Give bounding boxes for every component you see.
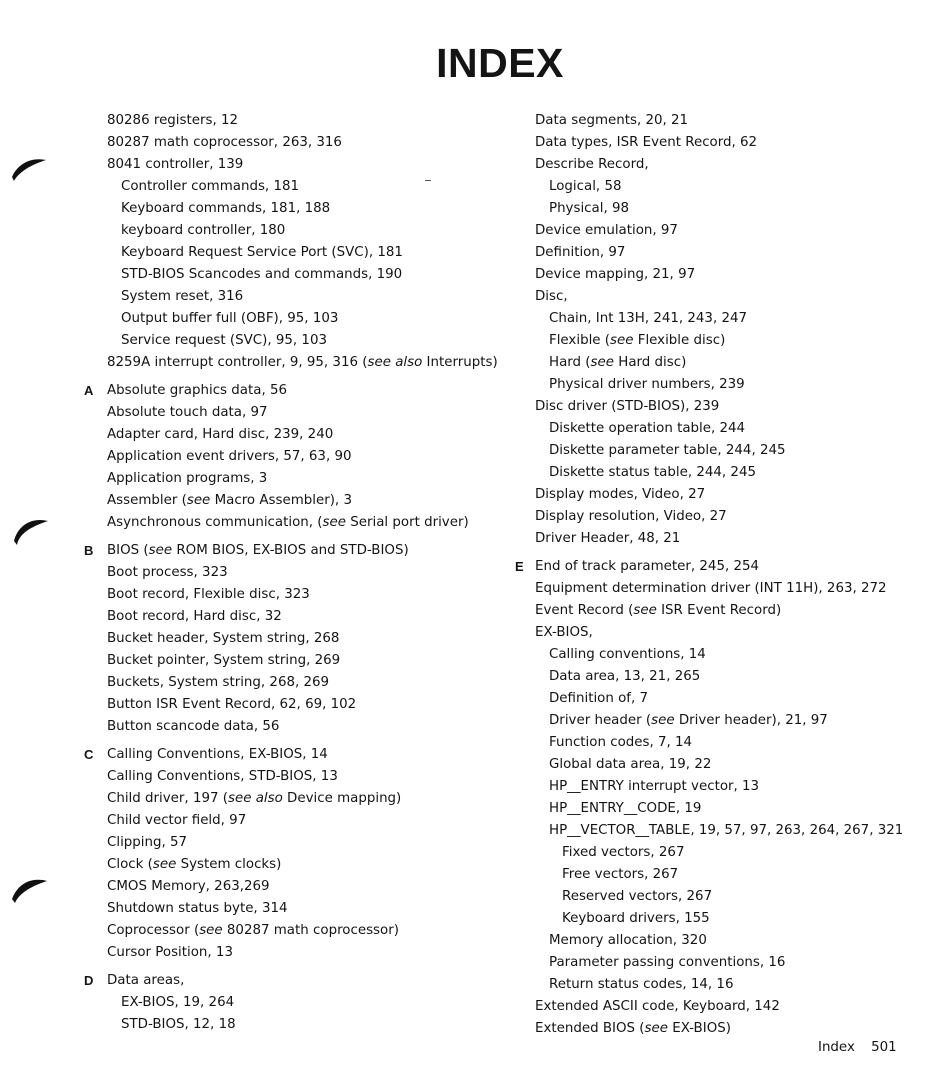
index-entry <box>84 540 507 562</box>
index-entry <box>535 864 940 886</box>
entry-text: Clipping, 57 <box>107 835 188 850</box>
entry-text: End of track parameter, 245, 254 <box>535 559 760 574</box>
entry-cross-reference: see <box>590 355 614 370</box>
index-entry <box>107 402 507 424</box>
entry-text-tail: Hard disc) <box>614 355 687 370</box>
entry-text: HP__ENTRY interrupt vector, 13 <box>549 779 760 794</box>
index-entry <box>535 462 940 484</box>
entry-text: Data areas, <box>107 973 185 988</box>
index-entry <box>107 242 507 264</box>
index-entry <box>515 556 940 578</box>
binder-hole-mark-2 <box>12 515 52 547</box>
index-entry <box>107 992 507 1014</box>
index-entry <box>535 952 940 974</box>
index-entry <box>535 798 940 820</box>
index-entry <box>107 176 507 198</box>
entry-text: Absolute graphics data, 56 <box>107 383 288 398</box>
entry-text: Coprocessor ( <box>107 923 200 938</box>
entry-text: HP__VECTOR__TABLE, 19, 57, 97, 263, 264, 267, 321 <box>549 823 904 838</box>
entry-text: Definition of, 7 <box>549 691 649 706</box>
index-column-left <box>84 110 507 1036</box>
page-title: INDEX <box>436 40 564 86</box>
index-entry <box>107 920 507 942</box>
entry-text: HP__ENTRY__CODE, 19 <box>549 801 702 816</box>
index-entry <box>107 898 507 920</box>
index-entry <box>107 672 507 694</box>
section-letter: E <box>515 559 524 574</box>
entry-text: Application event drivers, 57, 63, 90 <box>107 449 352 464</box>
binder-hole-mark-3 <box>10 875 50 905</box>
entry-text: Display modes, Video, 27 <box>535 487 706 502</box>
page-footer <box>818 1040 897 1055</box>
stray-mark <box>425 180 431 181</box>
index-entry <box>535 974 940 996</box>
entry-text-tail: Serial port driver) <box>345 515 469 530</box>
index-entry <box>535 396 940 418</box>
entry-text: Output buffer full (OBF), 95, 103 <box>121 311 339 326</box>
entry-text-tail: Flexible disc) <box>633 333 726 348</box>
entry-text: Calling Conventions, STD-BIOS, 13 <box>107 769 338 784</box>
index-entry <box>535 352 940 374</box>
binder-hole-mark-1 <box>10 155 50 183</box>
entry-text: Definition, 97 <box>535 245 626 260</box>
entry-text: Driver Header, 48, 21 <box>535 531 681 546</box>
entry-text: Display resolution, Video, 27 <box>535 509 727 524</box>
entry-text: Device emulation, 97 <box>535 223 678 238</box>
entry-text: Boot process, 323 <box>107 565 228 580</box>
entry-text-tail: 80287 math coprocessor) <box>222 923 399 938</box>
entry-text: Event Record ( <box>535 603 634 618</box>
entry-text: Child vector field, 97 <box>107 813 247 828</box>
entry-cross-reference: see <box>199 923 223 938</box>
index-entry <box>535 110 940 132</box>
entry-text: Buckets, System string, 268, 269 <box>107 675 330 690</box>
index-entry <box>535 286 940 308</box>
entry-text: Disc driver (STD-BIOS), 239 <box>535 399 720 414</box>
index-entry <box>107 810 507 832</box>
entry-cross-reference: see <box>651 713 675 728</box>
index-entry <box>535 908 940 930</box>
entry-cross-reference: see <box>186 493 211 508</box>
index-entry <box>107 490 507 512</box>
index-entry <box>535 242 940 264</box>
index-entry <box>535 666 940 688</box>
index-entry <box>107 154 507 176</box>
entry-text: Cursor Position, 13 <box>107 945 233 960</box>
entry-text: Extended ASCII code, Keyboard, 142 <box>535 999 780 1014</box>
entry-text: Diskette status table, 244, 245 <box>549 465 756 480</box>
index-entry <box>535 930 940 952</box>
index-entry <box>107 132 507 154</box>
index-entry <box>535 198 940 220</box>
index-entry <box>107 424 507 446</box>
entry-text: Free vectors, 267 <box>562 867 679 882</box>
entry-cross-reference: see <box>633 603 657 618</box>
index-entry <box>535 842 940 864</box>
index-entry <box>107 854 507 876</box>
entry-text: Chain, Int 13H, 241, 243, 247 <box>549 311 748 326</box>
section-letter: B <box>84 543 94 558</box>
entry-text-tail: System clocks) <box>176 857 282 872</box>
index-entry <box>107 286 507 308</box>
index-entry <box>107 942 507 964</box>
index-entry <box>535 176 940 198</box>
index-entry <box>535 418 940 440</box>
entry-text: Physical, 98 <box>549 201 630 216</box>
page-number: 501 <box>871 1040 897 1055</box>
index-entry <box>535 688 940 710</box>
index-entry <box>535 710 940 732</box>
entry-cross-reference: see <box>610 333 634 348</box>
entry-text: Application programs, 3 <box>107 471 268 486</box>
entry-text: CMOS Memory, 263,269 <box>107 879 270 894</box>
entry-text: Button scancode data, 56 <box>107 719 280 734</box>
entry-text: Equipment determination driver (INT 11H), 263, 272 <box>535 581 887 596</box>
entry-text: 8259A interrupt controller, 9, 95, 316 ( <box>107 355 368 370</box>
entry-text: 8041 controller, 139 <box>107 157 244 172</box>
index-entry <box>107 650 507 672</box>
index-entry <box>107 264 507 286</box>
entry-text: 80286 registers, 12 <box>107 113 239 128</box>
entry-text: Driver header ( <box>549 713 652 728</box>
index-entry <box>535 776 940 798</box>
entry-text: Physical driver numbers, 239 <box>549 377 745 392</box>
entry-text: Parameter passing conventions, 16 <box>549 955 786 970</box>
index-entry <box>107 308 507 330</box>
entry-text: Assembler ( <box>107 493 187 508</box>
entry-text: STD-BIOS Scancodes and commands, 190 <box>121 267 403 282</box>
entry-text: Diskette operation table, 244 <box>549 421 746 436</box>
section-letter: C <box>84 747 94 762</box>
entry-text: Button ISR Event Record, 62, 69, 102 <box>107 697 357 712</box>
index-entry <box>107 110 507 132</box>
entry-text: Calling Conventions, EX-BIOS, 14 <box>107 747 328 762</box>
entry-text: Fixed vectors, 267 <box>562 845 685 860</box>
index-entry <box>535 1018 940 1040</box>
entry-text: Calling conventions, 14 <box>549 647 706 662</box>
entry-text: EX-BIOS, <box>535 625 593 640</box>
index-entry <box>107 628 507 650</box>
entry-text: Service request (SVC), 95, 103 <box>121 333 327 348</box>
index-entry <box>535 440 940 462</box>
index-entry <box>535 622 940 644</box>
index-entry <box>84 970 507 992</box>
entry-text: keyboard controller, 180 <box>121 223 286 238</box>
index-entry <box>107 468 507 490</box>
entry-text: Memory allocation, 320 <box>549 933 707 948</box>
entry-text: Boot record, Hard disc, 32 <box>107 609 282 624</box>
entry-text: Bucket pointer, System string, 269 <box>107 653 341 668</box>
entry-text: Controller commands, 181 <box>121 179 300 194</box>
entry-cross-reference: see <box>644 1021 668 1036</box>
index-entry <box>107 716 507 738</box>
entry-text: Boot record, Flexible disc, 323 <box>107 587 310 602</box>
entry-text: Diskette parameter table, 244, 245 <box>549 443 786 458</box>
entry-text: System reset, 316 <box>121 289 244 304</box>
entry-text: Global data area, 19, 22 <box>549 757 712 772</box>
entry-text: Describe Record, <box>535 157 649 172</box>
index-entry <box>535 220 940 242</box>
entry-text: Reserved vectors, 267 <box>562 889 713 904</box>
entry-text-tail: EX-BIOS) <box>667 1021 731 1036</box>
index-entry <box>107 606 507 628</box>
footer-label: Index <box>818 1040 855 1055</box>
index-entry <box>107 876 507 898</box>
index-entry <box>535 374 940 396</box>
entry-text-tail: ROM BIOS, EX-BIOS and STD-BIOS) <box>172 543 409 558</box>
index-entry <box>535 330 940 352</box>
index-entry <box>535 484 940 506</box>
entry-text: 80287 math coprocessor, 263, 316 <box>107 135 342 150</box>
entry-text: Device mapping, 21, 97 <box>535 267 696 282</box>
index-entry <box>84 380 507 402</box>
index-entry <box>107 330 507 352</box>
entry-text-tail: Interrupts) <box>422 355 498 370</box>
entry-text: Data segments, 20, 21 <box>535 113 689 128</box>
entry-text: Absolute touch data, 97 <box>107 405 268 420</box>
entry-text: Keyboard commands, 181, 188 <box>121 201 331 216</box>
entry-text: Hard ( <box>549 355 591 370</box>
index-entry <box>107 352 507 374</box>
entry-text: Data types, ISR Event Record, 62 <box>535 135 758 150</box>
index-entry <box>107 694 507 716</box>
index-entry <box>107 446 507 468</box>
index-entry <box>84 744 507 766</box>
entry-text: Function codes, 7, 14 <box>549 735 693 750</box>
entry-text: Extended BIOS ( <box>535 1021 645 1036</box>
entry-text: Bucket header, System string, 268 <box>107 631 340 646</box>
entry-text: STD-BIOS, 12, 18 <box>121 1017 236 1032</box>
index-entry <box>535 820 940 842</box>
entry-text-tail: Driver header), 21, 97 <box>674 713 828 728</box>
index-entry <box>535 754 940 776</box>
index-entry <box>535 600 940 622</box>
index-column-right <box>515 110 940 1040</box>
entry-text: EX-BIOS, 19, 264 <box>121 995 235 1010</box>
entry-cross-reference: see also <box>227 791 283 806</box>
index-entry <box>107 198 507 220</box>
entry-text: Keyboard Request Service Port (SVC), 181 <box>121 245 403 260</box>
entry-text: Asynchronous communication, ( <box>107 515 323 530</box>
index-entry <box>535 154 940 176</box>
entry-text: Return status codes, 14, 16 <box>549 977 734 992</box>
index-entry <box>107 766 507 788</box>
entry-text: Shutdown status byte, 314 <box>107 901 288 916</box>
entry-text: Data area, 13, 21, 265 <box>549 669 701 684</box>
index-entry <box>107 832 507 854</box>
section-letter: A <box>84 383 94 398</box>
section-letter: D <box>84 973 94 988</box>
entry-text: Logical, 58 <box>549 179 622 194</box>
index-entry <box>535 886 940 908</box>
index-entry <box>535 308 940 330</box>
index-entry <box>535 578 940 600</box>
entry-text: Adapter card, Hard disc, 239, 240 <box>107 427 334 442</box>
index-entry <box>107 1014 507 1036</box>
entry-text-tail: Macro Assembler), 3 <box>210 493 352 508</box>
index-entry <box>107 512 507 534</box>
index-entry <box>535 996 940 1018</box>
entry-text: Keyboard drivers, 155 <box>562 911 710 926</box>
entry-text: Disc, <box>535 289 568 304</box>
index-entry <box>107 562 507 584</box>
entry-cross-reference: see also <box>367 355 423 370</box>
index-entry <box>535 644 940 666</box>
entry-text: Flexible ( <box>549 333 611 348</box>
index-entry <box>107 220 507 242</box>
entry-text-tail: Device mapping) <box>282 791 402 806</box>
index-entry <box>535 264 940 286</box>
entry-cross-reference: see <box>152 857 177 872</box>
index-entry <box>535 506 940 528</box>
entry-text: BIOS ( <box>107 543 149 558</box>
index-entry <box>535 528 940 550</box>
index-entry <box>107 788 507 810</box>
entry-cross-reference: see <box>322 515 346 530</box>
entry-text-tail: ISR Event Record) <box>656 603 782 618</box>
entry-cross-reference: see <box>148 543 173 558</box>
entry-text: Child driver, 197 ( <box>107 791 228 806</box>
index-entry <box>107 584 507 606</box>
index-entry <box>535 132 940 154</box>
entry-text: Clock ( <box>107 857 153 872</box>
index-entry <box>535 732 940 754</box>
